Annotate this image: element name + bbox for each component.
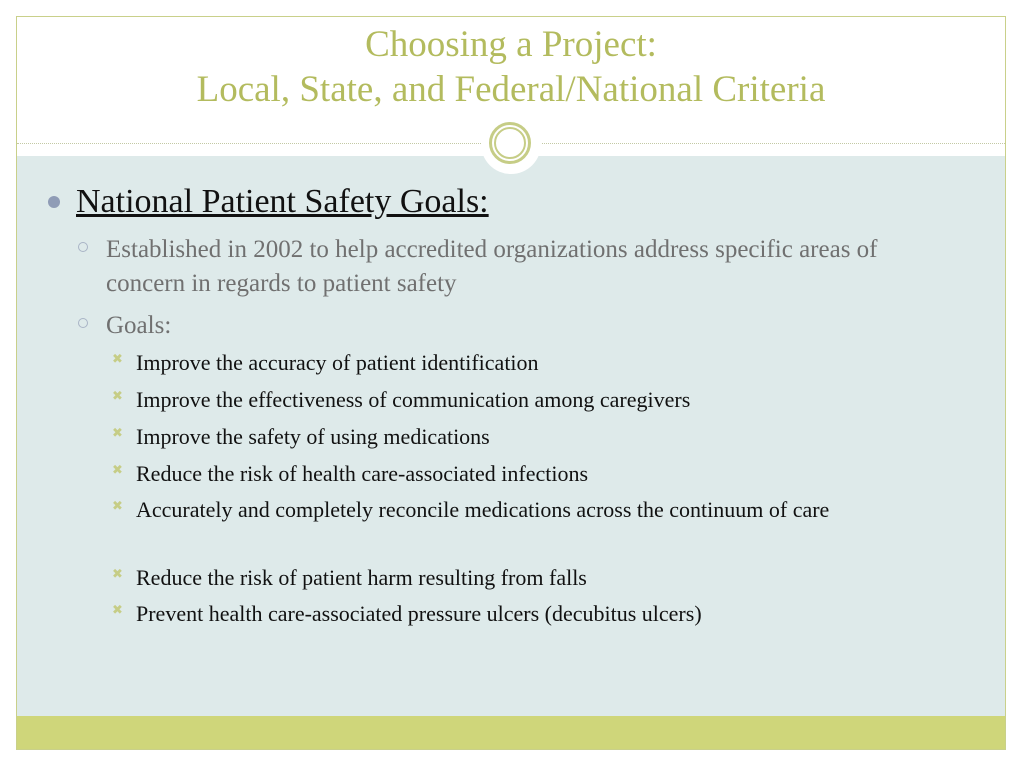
goal-text: Reduce the risk of patient harm resulting from falls [136, 565, 587, 590]
cross-mark-icon: ✖ [112, 567, 123, 582]
goal-text: Prevent health care-associated pressure ulcers (decubitus ulcers) [136, 601, 702, 626]
filled-circle-icon [48, 196, 60, 208]
goal-text: Accurately and completely reconcile medications across the continuum of care [136, 497, 830, 522]
goal-text: Reduce the risk of health care-associated infections [136, 461, 589, 486]
goal-text: Improve the safety of using medications [136, 424, 490, 449]
slide-title-line-2: Local, State, and Federal/National Criteria [196, 69, 826, 110]
footer-bar [17, 716, 1005, 749]
goal-text: Improve the accuracy of patient identification [136, 350, 539, 375]
goal-text: Improve the effectiveness of communication among caregivers [136, 387, 691, 412]
goals-label: Goals: [106, 312, 172, 339]
section-heading: National Patient Safety Goals: [76, 183, 489, 220]
established-text: Established in 2002 to help accredited organizations address specific areas of concern in regards to patient safety [106, 236, 878, 297]
slide-title [17, 22, 1005, 112]
cross-mark-icon: ✖ [112, 499, 123, 514]
cross-mark-icon: ✖ [112, 352, 123, 367]
ornament-ring-inner [494, 127, 526, 159]
hollow-circle-icon [78, 318, 88, 328]
cross-mark-icon: ✖ [112, 389, 123, 404]
slide-title-line-1: Choosing a Project: [365, 24, 657, 65]
cross-mark-icon: ✖ [112, 463, 123, 478]
hollow-circle-icon [78, 242, 88, 252]
cross-mark-icon: ✖ [112, 426, 123, 441]
cross-mark-icon: ✖ [112, 603, 123, 618]
